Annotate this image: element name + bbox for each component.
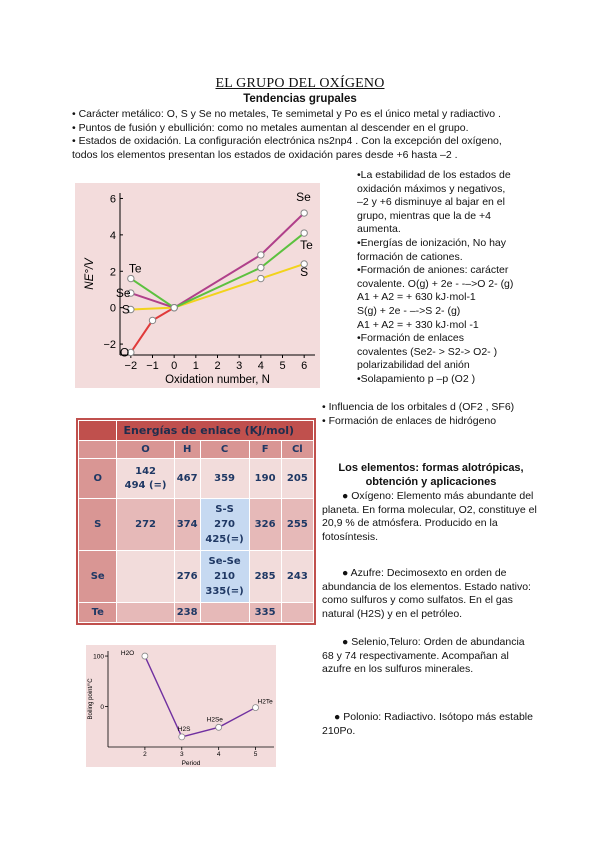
note-line: • Influencia de los orbitales d (OF2 , SF6) — [322, 401, 515, 413]
note-line: covalente. O(g) + 2e - -–>O 2- (g) — [357, 277, 514, 290]
point-label: H2Se — [206, 716, 223, 724]
x-tick-label: −1 — [146, 360, 159, 372]
more-notes — [322, 401, 552, 428]
note-line: •Solapamiento p –p (O2 ) — [357, 372, 476, 385]
table-cell: 190 — [249, 459, 281, 499]
x-tick-label: 6 — [301, 360, 308, 372]
table-cell — [117, 603, 174, 623]
note-line: A1 + A2 = + 330 kJ·mol -1 — [357, 318, 479, 331]
note-line: covalentes (Se2- > S2-> O2- ) — [357, 345, 498, 358]
table-cell: 276 — [174, 551, 200, 603]
x-tick-label: 3 — [236, 360, 243, 372]
x-tick-label: −2 — [124, 360, 138, 372]
table-cell: 243 — [281, 551, 313, 603]
x-tick-label: 5 — [279, 360, 286, 372]
note-line: formación de cationes. — [357, 250, 463, 263]
point-label: H2Te — [257, 698, 273, 706]
table-cell — [200, 603, 249, 623]
boiling-point-chart — [86, 645, 276, 767]
data-point — [142, 653, 148, 659]
series-label: Te — [128, 261, 142, 276]
data-point-te — [301, 230, 307, 236]
table-cell: 359 — [200, 459, 249, 499]
polonium-item: ● Polonio: Radiactivo. Isótopo más estable 210Po. — [322, 711, 533, 737]
point-label: H2O — [120, 650, 135, 658]
note-line: A1 + A2 = + 630 kJ·mol-1 — [357, 291, 476, 304]
x-tick-label: 2 — [214, 360, 221, 372]
note-line: oxidación máximos y negativos, — [357, 182, 506, 195]
data-point-te — [128, 275, 134, 281]
y-tick-label: 0 — [109, 302, 116, 315]
data-point — [179, 734, 185, 740]
data-point — [216, 724, 222, 730]
series-label: S — [300, 264, 309, 279]
x-tick-label: 3 — [179, 751, 184, 758]
right-notes — [357, 169, 535, 387]
data-point-te — [258, 264, 264, 270]
table-cell: 335 — [249, 603, 281, 623]
x-tick-label: 2 — [143, 751, 147, 758]
data-point-se — [301, 210, 307, 216]
table-cell: 285 — [249, 551, 281, 603]
x-axis-label: Oxidation number, N — [165, 374, 270, 386]
table-cell — [117, 551, 174, 603]
y-tick-label: 4 — [109, 229, 116, 242]
table-cell: 238 — [174, 603, 200, 623]
intro-line: • Puntos de fusión y ebullición: como no metales aumentan al descender en el grupo. — [72, 121, 469, 134]
section-heading-elementos — [322, 461, 540, 489]
y-tick-label: −2 — [103, 339, 116, 352]
x-tick-label: 4 — [257, 360, 264, 372]
y-tick-label: 2 — [109, 266, 116, 279]
series-line — [145, 656, 256, 737]
series-label: O — [119, 345, 130, 360]
section-heading-tendencias: Tendencias grupales — [243, 93, 357, 105]
point-label: H2S — [177, 725, 191, 733]
section-heading-line: obtención y aplicaciones — [365, 476, 497, 488]
table-cell: 326 — [249, 499, 281, 551]
frost-diagram — [75, 183, 320, 388]
data-point-se — [258, 252, 264, 258]
y-axis-label: NE°/V — [84, 258, 96, 290]
series-line-o — [131, 308, 174, 353]
boiling-point-chart-svg — [86, 645, 276, 767]
series-label: Se — [115, 286, 131, 301]
x-tick-label: 5 — [253, 751, 258, 758]
series-label: Te — [300, 238, 313, 253]
data-point-o — [149, 317, 155, 323]
row-header: S — [79, 499, 117, 551]
section-heading-line: Los elementos: formas alotrópicas, — [338, 462, 524, 474]
y-tick-label: 6 — [109, 193, 116, 206]
intro-line: todos los elementos presentan los estados de oxidación pares desde +6 hasta –2 . — [72, 148, 458, 161]
row-header: O — [79, 459, 117, 499]
note-line: polarizabilidad del anión — [357, 359, 470, 372]
table-cell: 205 — [281, 459, 313, 499]
table-cell: S-S 270 425(=) — [200, 499, 249, 551]
y-axis-label: Boiling point/°C — [88, 678, 94, 720]
selenium-item: ● Selenio,Teluro: Orden de abundancia 68 y 74 respectivamente. Acompañan al azufre en los sulfuros minerales. — [322, 636, 525, 676]
x-tick-label: 1 — [192, 360, 199, 372]
page-title: EL GRUPO DEL OXÍGENO — [215, 76, 385, 91]
frost-diagram-svg — [75, 183, 320, 388]
table-cell: 272 — [117, 499, 174, 551]
intro-line: • Carácter metálico: O, S y Se no metales, Te semimetal y Po es el único metal y radiactivo . — [72, 108, 501, 120]
note-line: –2 y +6 disminuye al bajar en el — [357, 196, 505, 209]
y-tick-label: 100 — [93, 653, 104, 661]
col-header: C — [200, 441, 249, 459]
x-tick-label: 0 — [171, 360, 178, 372]
intro-line: • Estados de oxidación. La configuración electrónica ns2np4 . Con la excepción del oxígeno, — [72, 135, 502, 148]
table-cell: 142 494 (=) — [117, 459, 174, 499]
sulfur-item: ● Azufre: Decimosexto en orden de abundancia de los elementos. Estado nativo: como sulfuros y como sulfatos. En el gas natural (H2S) y en el petróleo. — [322, 567, 531, 620]
series-label: Se — [296, 190, 311, 205]
row-header: Se — [79, 551, 117, 603]
note-line: •Formación de enlaces — [357, 332, 464, 345]
series-label: S — [121, 302, 130, 317]
table-caption: Energías de enlace (KJ/mol) — [117, 421, 314, 441]
col-header: O — [117, 441, 174, 459]
table-cell: 255 — [281, 499, 313, 551]
col-header: F — [249, 441, 281, 459]
row-header: Te — [79, 603, 117, 623]
y-tick-label: 0 — [100, 704, 104, 712]
note-line: •Energías de ionización, No hay — [357, 236, 507, 249]
note-line: grupo, mientras que la de +4 — [357, 209, 491, 222]
data-point-te — [171, 304, 177, 310]
note-line: •La estabilidad de los estados de — [357, 169, 511, 181]
data-point-s — [258, 275, 264, 281]
series-line-te — [128, 233, 304, 308]
table-cell — [281, 603, 313, 623]
oxygen-item: ● Oxígeno: Elemento más abundante del planeta. En forma molecular, O2, constituye el 20,9 % de atmósfera. Producido en la fotosíntesis. — [322, 490, 537, 543]
note-line: S(g) + 2e - –->S 2- (g) — [357, 304, 461, 317]
table-cell: 467 — [174, 459, 200, 499]
x-tick-label: 4 — [216, 751, 221, 758]
x-axis-label: Period — [181, 760, 201, 767]
note-line: aumenta. — [357, 223, 401, 236]
bond-energy-table — [76, 418, 316, 625]
table-cell: 374 — [174, 499, 200, 551]
table-cell: Se-Se 210 335(=) — [200, 551, 249, 603]
intro-block — [72, 108, 542, 162]
note-line: • Formación de enlaces de hidrógeno — [322, 414, 497, 427]
note-line: •Formación de aniones: carácter — [357, 264, 509, 277]
col-header: Cl — [281, 441, 313, 459]
col-header: H — [174, 441, 200, 459]
